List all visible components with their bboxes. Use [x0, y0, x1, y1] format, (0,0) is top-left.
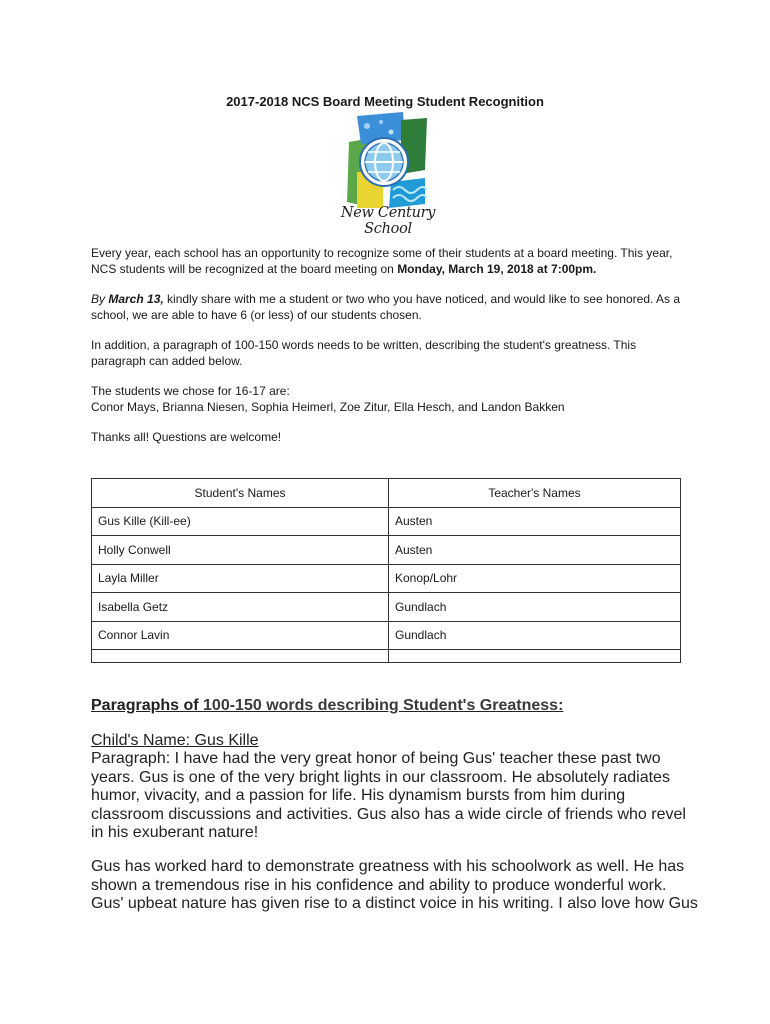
document-title: 2017-2018 NCS Board Meeting Student Recognition [226, 94, 544, 109]
column-header-students: Student's Names [92, 479, 389, 508]
child-name-label: Child's Name: Gus Kille [91, 732, 259, 749]
teacher-name-cell: Konop/Lohr [389, 564, 681, 593]
table-row [92, 507, 681, 536]
student-name-cell: Gus Kille (Kill-ee) [92, 507, 389, 536]
student-name-cell: Layla Miller [92, 564, 389, 593]
student-name-cell: Holly Conwell [92, 536, 389, 565]
student-name-cell: Isabella Getz [92, 593, 389, 622]
greatness-paragraph-1: Paragraph: I have had the very great honor of being Gus' teacher these past two years. Gus is one of the very bright lights in our classroom. He absolutely radiates humor, vivacity, and a passion for life. His dynamism bursts from him during classroom discussions and activities. Gus also has a wide circle of friends who revel in his exuberant nature! [91, 750, 686, 841]
intro-paragraph-3: In addition, a paragraph of 100-150 words needs to be written, describing the student's greatness. This paragraph can added below. [91, 338, 637, 368]
table-row [92, 593, 681, 622]
teacher-name-cell: Austen [389, 507, 681, 536]
table-header-row [92, 479, 681, 508]
intro-paragraph-1: Every year, each school has an opportunity to recognize some of their students at a board meeting. This year, NCS students will be recognized at the board meeting on Monday, March 19, 2018 at 7:00pm. [91, 246, 673, 276]
student-name-cell [92, 650, 389, 663]
intro-paragraph-2: By March 13, kindly share with me a student or two who you have noticed, and would like to see honored. As a school, we are able to have 6 (or less) of our students chosen. [91, 292, 681, 322]
section-heading: Paragraphs of 100-150 words describing Student's Greatness: [91, 697, 564, 714]
table-row [92, 536, 681, 565]
logo-wordmark: New Century School [340, 205, 436, 237]
table-row-empty [92, 650, 681, 663]
table-row [92, 564, 681, 593]
intro-paragraph-4: The students we chose for 16-17 are: Conor Mays, Brianna Niesen, Sophia Heimerl, Zoe Zitur, Ella Hesch, and Landon Bakken [91, 384, 565, 414]
teacher-name-cell [389, 650, 681, 663]
greatness-paragraph-2: Gus has worked hard to demonstrate greatness with his schoolwork as well. He has shown a tremendous rise in his confidence and ability to produce wonderful work. Gus' upbeat nature has given rise to a distinct voice in his writing. I also love how Gus [91, 858, 698, 912]
teacher-name-cell: Gundlach [389, 621, 681, 650]
teacher-name-cell: Gundlach [389, 593, 681, 622]
column-header-teachers: Teacher's Names [389, 479, 681, 508]
teacher-name-cell: Austen [389, 536, 681, 565]
student-teacher-table [91, 478, 681, 663]
table-row [92, 621, 681, 650]
intro-paragraph-5: Thanks all! Questions are welcome! [91, 430, 282, 444]
student-name-cell: Connor Lavin [92, 621, 389, 650]
